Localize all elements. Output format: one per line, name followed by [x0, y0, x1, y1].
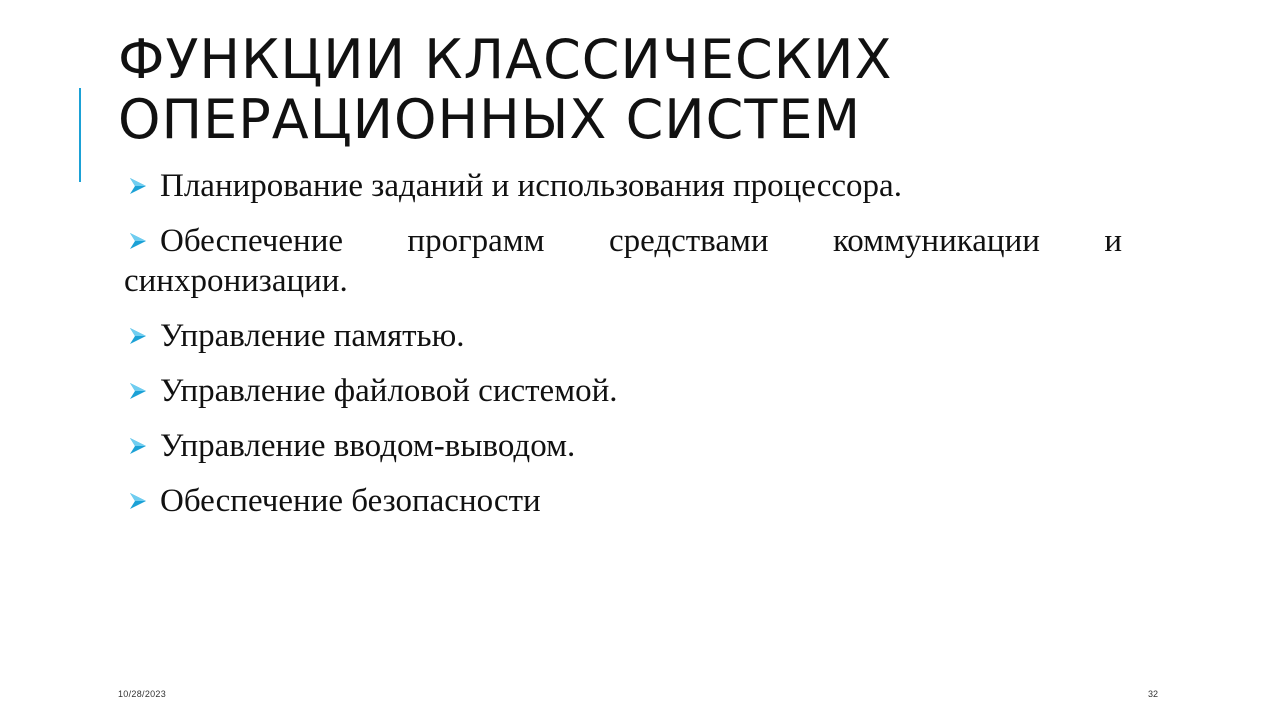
bullet-item [124, 316, 1122, 356]
bullet-text: Управление вводом-выводом. [160, 428, 576, 464]
bullet-text: Обеспечение программ средствами коммуникации и синхронизации. [124, 223, 1122, 299]
bullet-item [124, 426, 1122, 466]
bullet-item [124, 481, 1122, 521]
arrow-bullet-icon [128, 436, 148, 456]
slide-title [118, 30, 1178, 150]
arrow-bullet-icon [128, 326, 148, 346]
slide-title-line-2: ОПЕРАЦИОННЫХ СИСТЕМ [118, 88, 862, 151]
footer-page-number: 32 [1147, 689, 1158, 699]
arrow-bullet-icon [128, 491, 148, 511]
bullet-item [124, 221, 1122, 301]
arrow-bullet-icon [128, 381, 148, 401]
bullet-text: Обеспечение безопасности [160, 483, 541, 519]
arrow-bullet-icon [128, 231, 148, 251]
bullet-text: Планирование заданий и использования процессора. [160, 168, 902, 204]
bullet-item [124, 166, 1122, 206]
slide-title-line-1: ФУНКЦИИ КЛАССИЧЕСКИХ [118, 28, 893, 91]
title-accent-bar [79, 88, 81, 182]
bullet-item [124, 371, 1122, 411]
bullet-text: Управление памятью. [160, 318, 465, 354]
arrow-bullet-icon [128, 176, 148, 196]
footer-date: 10/28/2023 [118, 689, 167, 699]
bullet-list [124, 166, 1122, 536]
bullet-text: Управление файловой системой. [160, 373, 618, 409]
